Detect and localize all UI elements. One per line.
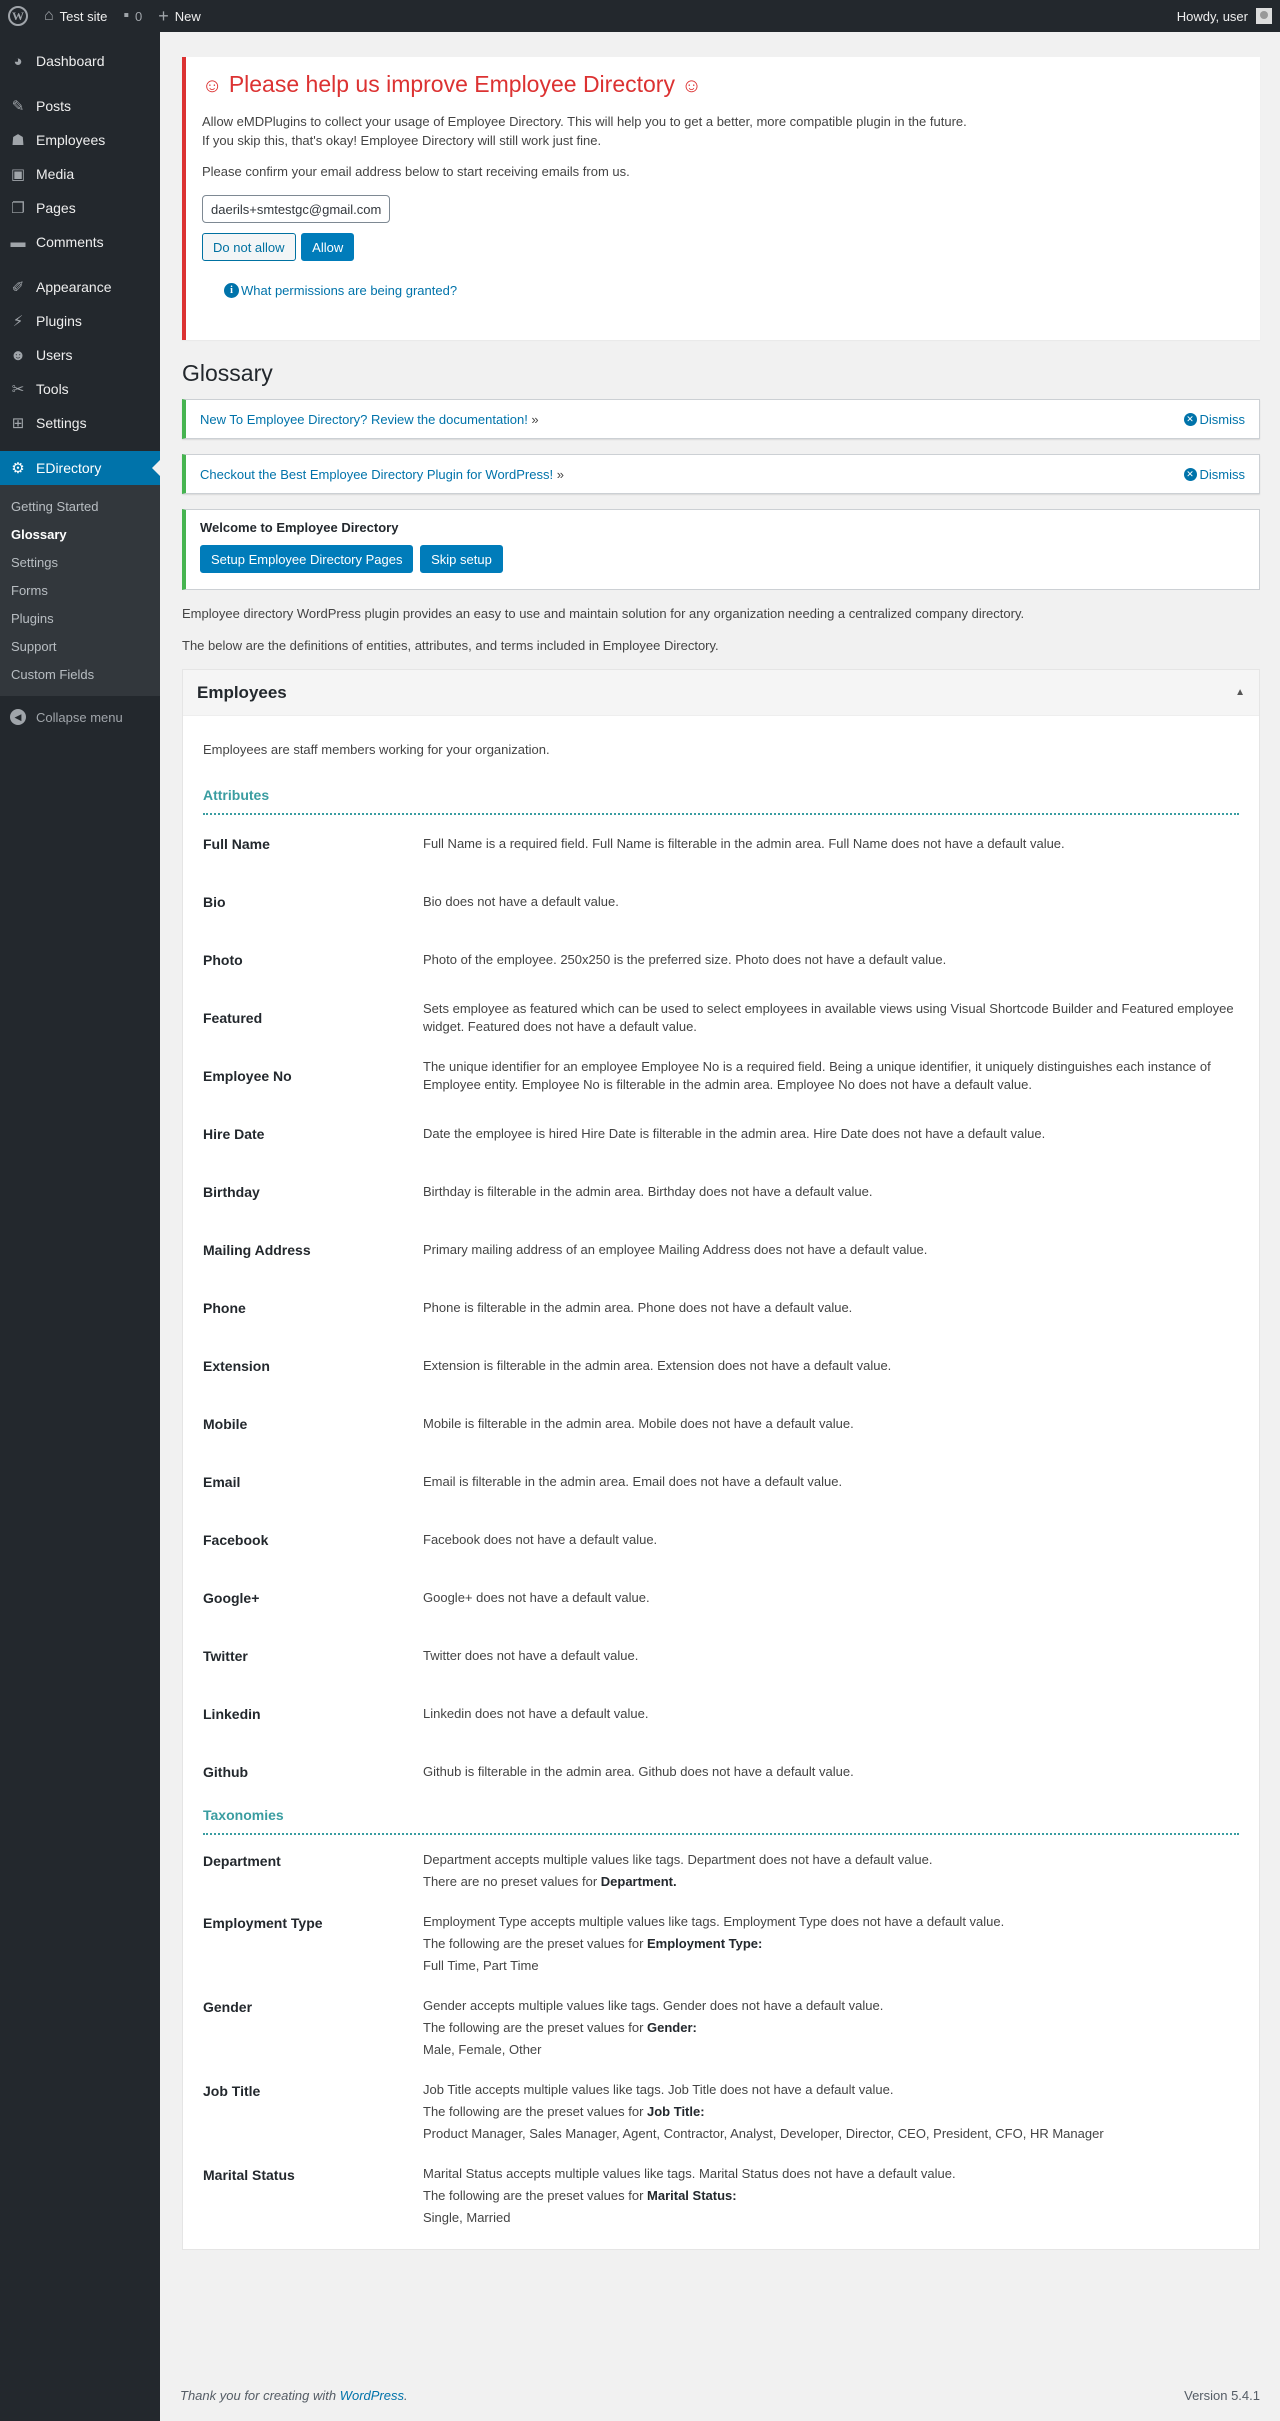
attribute-name: Photo (203, 952, 243, 968)
attribute-description: Birthday is filterable in the admin area. Birthday does not have a default value. (423, 1184, 873, 1199)
submenu-plugins[interactable]: Plugins (11, 610, 54, 626)
dismiss-label[interactable]: Dismiss (1199, 466, 1245, 482)
submenu-getting-started[interactable]: Getting Started (11, 498, 99, 514)
home-icon: ⌂ (44, 7, 54, 24)
preset-taxonomy-name: Gender: (647, 2020, 697, 2035)
preset-taxonomy-name: Department. (600, 1874, 677, 1889)
taxonomy-row (203, 1849, 1239, 1893)
attribute-name: Email (203, 1474, 241, 1490)
taxonomy-preset-line (423, 2017, 1239, 2039)
attribute-description: The unique identifier for an employee Employee No is a required field. Being a unique identifier, it uniquely distinguishes each instance of Employee entity. Employee No is filterable in the admin area. Employee No does not have a default value. (423, 1059, 1211, 1092)
attribute-description: Extension is filterable in the admin area. Extension does not have a default value. (423, 1358, 892, 1373)
site-name: Test site (59, 8, 108, 24)
allow-button[interactable]: Allow (301, 233, 354, 261)
footer-thanks-prefix: Thank you for creating with (180, 2388, 340, 2403)
avatar (1256, 8, 1272, 24)
attribute-name: Employee No (203, 1068, 292, 1084)
version-text: Version 5.4.1 (1184, 2388, 1260, 2403)
attribute-row (203, 1105, 1239, 1163)
menu-appearance[interactable] (0, 270, 160, 304)
taxonomy-preset-line (423, 2185, 1239, 2207)
attribute-row (203, 873, 1239, 931)
menu-comments[interactable] (0, 225, 160, 259)
attribute-row (203, 989, 1239, 1047)
taxonomy-row (203, 2163, 1239, 2229)
menu-pages[interactable] (0, 191, 160, 225)
taxonomy-description (423, 2163, 1239, 2229)
attribute-description: Facebook does not have a default value. (423, 1532, 658, 1547)
main-content (182, 32, 1260, 2250)
attribute-row (203, 931, 1239, 989)
attribute-row (203, 1163, 1239, 1221)
feedback-paragraph: Please confirm your email address below to start receiving emails from us. (202, 164, 630, 179)
taxonomies-list (203, 1849, 1239, 2229)
attribute-name: Mailing Address (203, 1242, 311, 1258)
link-arrow: » (531, 411, 539, 427)
attribute-name: Phone (203, 1300, 246, 1316)
comment-icon: ▬ (10, 233, 26, 251)
attribute-description: Full Name is a required field. Full Name is filterable in the admin area. Full Name does not have a default value. (423, 836, 1065, 851)
menu-label: Tools (36, 381, 69, 397)
attribute-name: Full Name (203, 836, 270, 852)
taxonomy-name: Employment Type (203, 1915, 323, 1931)
taxonomy-preset-line (423, 2101, 1239, 2123)
menu-label: Comments (36, 234, 104, 250)
attribute-row (203, 1395, 1239, 1453)
wordpress-link[interactable]: WordPress (339, 2388, 404, 2403)
smile-icon: ☺ (202, 75, 223, 97)
attribute-name: Hire Date (203, 1126, 265, 1142)
preset-prefix: The following are the preset values for (423, 2188, 648, 2203)
smile-icon: ☺ (681, 75, 702, 97)
submenu-forms[interactable]: Forms (11, 582, 48, 598)
attribute-description: Photo of the employee. 250x250 is the preferred size. Photo does not have a default value. (423, 952, 947, 967)
taxonomy-name: Marital Status (203, 2167, 295, 2183)
attribute-description: Sets employee as featured which can be used to select employees in available views using Visual Shortcode Builder and Featured employee widget. Featured does not have a default value. (423, 1001, 1234, 1034)
menu-label: Dashboard (36, 53, 105, 69)
footer (180, 2388, 1260, 2403)
plugin-description: Employee directory WordPress plugin provides an easy to use and maintain solution for any organization needing a centralized company directory. (182, 606, 1025, 621)
attribute-row (203, 1453, 1239, 1511)
taxonomy-name: Job Title (203, 2083, 261, 2099)
dismiss-button[interactable] (1184, 467, 1246, 482)
taxonomy-description (423, 1911, 1239, 1977)
feedback-paragraph: If you skip this, that's okay! Employee Directory will still work just fine. (202, 133, 602, 148)
taxonomy-row (203, 2079, 1239, 2145)
attribute-name: Mobile (203, 1416, 248, 1432)
pages-icon: ❐ (11, 200, 25, 217)
taxonomy-description (423, 1849, 1239, 1893)
menu-media[interactable] (0, 157, 160, 191)
attribute-row (203, 1221, 1239, 1279)
attribute-description: Bio does not have a default value. (423, 894, 619, 909)
attributes-list (203, 815, 1239, 1801)
email-field[interactable] (202, 195, 390, 223)
collapse-arrow-icon: ◀ (10, 709, 26, 725)
attribute-row (203, 1337, 1239, 1395)
taxonomy-name: Department (203, 1853, 281, 1869)
attribute-row (203, 1279, 1239, 1337)
menu-label: Employees (36, 132, 106, 148)
footer-thanks (180, 2388, 408, 2403)
menu-dashboard[interactable] (0, 44, 160, 78)
menu-plugins[interactable] (0, 304, 160, 338)
menu-label: Appearance (36, 279, 112, 295)
preset-values: Product Manager, Sales Manager, Agent, Contractor, Analyst, Developer, Director, CEO, President, CFO, HR Manager (423, 2126, 1104, 2141)
close-icon: ✕ (1184, 468, 1197, 481)
taxonomy-row (203, 1911, 1239, 1977)
menu-edirectory[interactable] (0, 451, 160, 485)
taxonomy-row (203, 1995, 1239, 2061)
attribute-description: Google+ does not have a default value. (423, 1590, 650, 1605)
attribute-name: Twitter (203, 1648, 248, 1664)
documentation-notice (182, 399, 1260, 439)
attribute-name: Linkedin (203, 1706, 261, 1722)
my-account-menu[interactable] (1177, 8, 1280, 24)
toggle-arrow-icon[interactable]: ▲ (1235, 687, 1245, 698)
attribute-description: Linkedin does not have a default value. (423, 1706, 649, 1721)
pin-icon: ✎ (11, 98, 25, 115)
menu-users[interactable] (0, 338, 160, 372)
preset-prefix: The following are the preset values for (423, 1936, 648, 1951)
submenu-custom-fields[interactable]: Custom Fields (11, 666, 95, 682)
attributes-heading: Attributes (203, 787, 1239, 815)
attribute-name: Github (203, 1764, 249, 1780)
dashboard-icon: ◕ (13, 52, 23, 70)
menu-label: Media (36, 166, 75, 182)
sliders-icon: ⊞ (11, 415, 25, 432)
preset-prefix: The following are the preset values for (423, 2020, 648, 2035)
edirectory-submenu (0, 485, 160, 696)
menu-label: Posts (36, 98, 72, 114)
submenu-support[interactable]: Support (11, 638, 57, 654)
employees-intro: Employees are staff members working for your organization. (203, 742, 550, 757)
menu-label: Plugins (36, 313, 82, 329)
comment-icon: ▪ (123, 7, 130, 24)
new-content-menu[interactable] (150, 0, 209, 32)
close-icon: ✕ (1184, 413, 1197, 426)
footer-thanks-suffix: . (404, 2388, 408, 2403)
permissions-row (224, 283, 1242, 298)
admin-bar (0, 0, 1280, 32)
attribute-description: Phone is filterable in the admin area. Phone does not have a default value. (423, 1300, 853, 1315)
submenu-glossary[interactable]: Glossary (11, 526, 67, 542)
attribute-name: Bio (203, 894, 226, 910)
dismiss-label[interactable]: Dismiss (1199, 411, 1245, 427)
wrench-icon: ✂ (11, 381, 25, 398)
attribute-row (203, 1047, 1239, 1105)
welcome-notice (182, 509, 1260, 590)
taxonomy-line: Marital Status accepts multiple values like tags. Marital Status does not have a default value. (423, 2166, 956, 2181)
best-plugin-link[interactable]: Checkout the Best Employee Directory Plugin for WordPress! (200, 466, 557, 482)
taxonomies-heading: Taxonomies (203, 1807, 1239, 1835)
brush-icon: ✐ (11, 279, 25, 296)
attribute-description: Github is filterable in the admin area. Github does not have a default value. (423, 1764, 854, 1779)
menu-employees[interactable] (0, 123, 160, 157)
taxonomy-line: Department accepts multiple values like tags. Department does not have a default value. (423, 1852, 933, 1867)
best-plugin-notice (182, 454, 1260, 494)
people-icon: ☗ (11, 132, 25, 149)
employees-postbox-body (183, 716, 1259, 2249)
feedback-paragraph: Allow eMDPlugins to collect your usage of Employee Directory. This will help you to get a better, more compatible plugin in the future. (202, 114, 967, 129)
site-name-menu[interactable] (36, 0, 115, 32)
menu-label: Pages (36, 200, 76, 216)
attribute-name: Featured (203, 1010, 263, 1026)
setup-pages-button[interactable]: Setup Employee Directory Pages (200, 545, 413, 573)
employees-title: Employees (197, 682, 287, 702)
attribute-description: Primary mailing address of an employee Mailing Address does not have a default value. (423, 1242, 928, 1257)
attribute-description: Mobile is filterable in the admin area. Mobile does not have a default value. (423, 1416, 854, 1431)
dismiss-button[interactable] (1184, 412, 1246, 427)
new-label: New (174, 8, 201, 24)
feedback-title-text: Please help us improve Employee Directory (228, 71, 675, 97)
menu-posts[interactable] (0, 89, 160, 123)
employees-postbox-header[interactable] (183, 670, 1259, 716)
attribute-description: Twitter does not have a default value. (423, 1648, 639, 1663)
info-icon: i (224, 283, 239, 298)
taxonomy-name: Gender (203, 1999, 253, 2015)
preset-prefix: There are no preset values for (423, 1874, 601, 1889)
preset-taxonomy-name: Marital Status: (647, 2188, 737, 2203)
preset-taxonomy-name: Job Title: (647, 2104, 705, 2119)
taxonomy-description (423, 1995, 1239, 2061)
wordpress-logo-icon: W (8, 6, 28, 26)
attribute-description: Email is filterable in the admin area. Email does not have a default value. (423, 1474, 843, 1489)
submenu-settings[interactable]: Settings (11, 554, 58, 570)
taxonomy-line: Job Title accepts multiple values like tags. Job Title does not have a default value. (423, 2082, 894, 2097)
documentation-link[interactable]: New To Employee Directory? Review the documentation! (200, 411, 532, 427)
collapse-menu-button[interactable] (0, 700, 160, 734)
preset-values: Full Time, Part Time (423, 1958, 539, 1973)
taxonomy-line: Employment Type accepts multiple values like tags. Employment Type does not have a default value. (423, 1914, 1005, 1929)
taxonomy-preset-line (423, 1933, 1239, 1955)
comments-menu[interactable] (115, 0, 150, 32)
attribute-name: Extension (203, 1358, 270, 1374)
feedback-notice (182, 57, 1260, 340)
attribute-row (203, 1743, 1239, 1801)
menu-settings[interactable] (0, 406, 160, 440)
page-title: Glossary (182, 360, 273, 386)
skip-setup-button[interactable]: Skip setup (420, 545, 503, 573)
howdy-text: Howdy, user (1176, 8, 1248, 24)
attribute-description: Date the employee is hired Hire Date is filterable in the admin area. Hire Date does not have a default value. (423, 1126, 1046, 1141)
menu-label: Users (36, 347, 73, 363)
preset-values: Single, Married (423, 2210, 511, 2225)
attribute-row (203, 1511, 1239, 1569)
attribute-row (203, 1685, 1239, 1743)
plug-icon: ⚡ (12, 313, 24, 330)
wp-logo-menu[interactable] (0, 0, 36, 32)
glossary-description: The below are the definitions of entities, attributes, and terms included in Employee Directory. (182, 638, 719, 653)
user-icon: ☻ (10, 346, 26, 364)
preset-values: Male, Female, Other (423, 2042, 542, 2057)
attribute-name: Birthday (203, 1184, 260, 1200)
attribute-name: Facebook (203, 1532, 269, 1548)
taxonomy-preset-line (423, 1871, 1239, 1893)
feedback-title (202, 71, 1242, 98)
attribute-row (203, 815, 1239, 873)
menu-label: EDirectory (36, 460, 102, 476)
taxonomy-line: Gender accepts multiple values like tags. Gender does not have a default value. (423, 1998, 884, 2013)
taxonomy-description (423, 2079, 1239, 2145)
menu-label: Settings (36, 415, 87, 431)
do-not-allow-button[interactable]: Do not allow (202, 233, 296, 261)
permissions-link[interactable]: What permissions are being granted? (241, 283, 458, 298)
gear-icon: ⚙ (11, 460, 25, 477)
attribute-row (203, 1627, 1239, 1685)
attribute-name: Google+ (203, 1590, 260, 1606)
employees-postbox (182, 669, 1260, 2250)
preset-prefix: The following are the preset values for (423, 2104, 648, 2119)
preset-taxonomy-name: Employment Type: (647, 1936, 763, 1951)
media-icon: ▣ (10, 166, 26, 183)
admin-sidebar (0, 32, 160, 2421)
menu-tools[interactable] (0, 372, 160, 406)
welcome-title: Welcome to Employee Directory (200, 520, 399, 535)
attribute-row (203, 1569, 1239, 1627)
link-arrow: » (556, 466, 564, 482)
comments-count: 0 (135, 8, 143, 24)
plus-icon: + (158, 5, 169, 26)
collapse-label: Collapse menu (36, 709, 123, 725)
